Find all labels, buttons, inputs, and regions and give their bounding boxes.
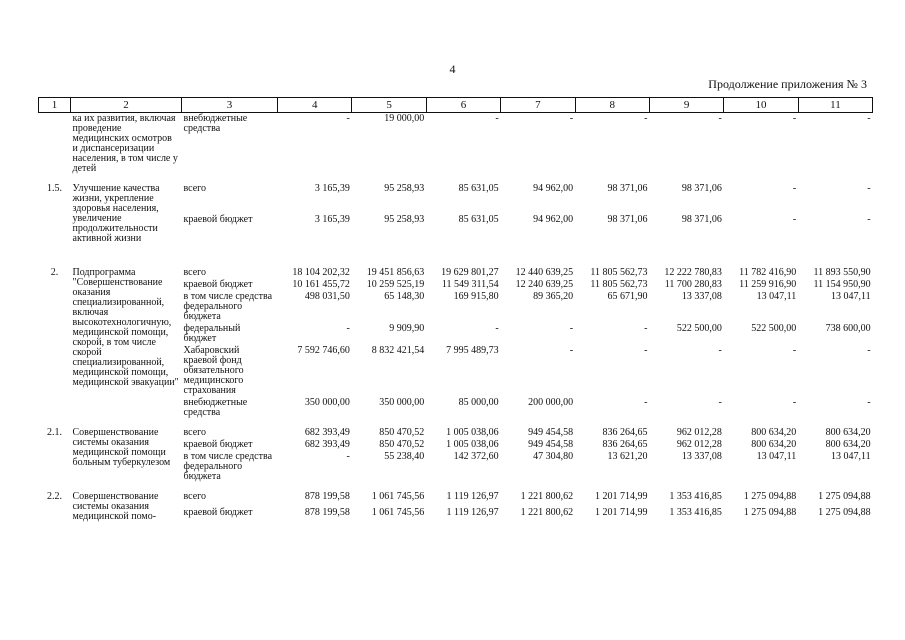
amount-cell: 13 337,08 bbox=[681, 291, 722, 302]
amount-cell: 19 000,00 bbox=[384, 113, 425, 124]
section-name: Совершенствование системы оказания медицинской помощи больным туберкулезом bbox=[72, 427, 171, 468]
amount-cell: 1 005 038,06 bbox=[446, 427, 499, 438]
funding-source: всего bbox=[183, 183, 207, 194]
amount-cell: 1 119 126,97 bbox=[446, 507, 499, 518]
amount-cell: 350 000,00 bbox=[379, 397, 425, 408]
amount-cell: 1 221 800,62 bbox=[520, 491, 574, 502]
amount-cell: 55 238,40 bbox=[384, 451, 425, 462]
amount-cell: 949 454,58 bbox=[528, 427, 574, 438]
funding-source: в том числе средства федерального бюджета bbox=[183, 291, 273, 322]
amount-cell: - bbox=[346, 323, 350, 334]
amount-cell: 200 000,00 bbox=[528, 397, 574, 408]
amount-cell: 95 258,93 bbox=[384, 183, 425, 194]
amount-cell: 522 500,00 bbox=[676, 323, 722, 334]
funding-source: краевой бюджет bbox=[183, 214, 253, 225]
amount-cell: 85 631,05 bbox=[458, 214, 499, 225]
table-body bbox=[39, 113, 873, 524]
amount-cell: - bbox=[867, 397, 871, 408]
amount-cell: 8 832 421,54 bbox=[371, 345, 425, 356]
amount-cell: 13 047,11 bbox=[830, 291, 871, 302]
amount-cell: 682 393,49 bbox=[304, 427, 350, 438]
amount-cell: 1 221 800,62 bbox=[520, 507, 574, 518]
funding-source: всего bbox=[183, 267, 207, 278]
amount-cell: 142 372,60 bbox=[453, 451, 499, 462]
section-index: 2.2. bbox=[47, 491, 62, 502]
amount-cell: 85 631,05 bbox=[458, 183, 499, 194]
table-row bbox=[39, 491, 873, 507]
amount-cell: 19 451 856,63 bbox=[366, 267, 425, 278]
amount-cell: 13 337,08 bbox=[681, 451, 722, 462]
amount-cell: - bbox=[569, 113, 574, 124]
amount-cell: - bbox=[644, 323, 648, 334]
amount-cell: 9 909,90 bbox=[389, 323, 425, 334]
column-number-7: 7 bbox=[501, 98, 575, 113]
section-name: Подпрограмма "Совершенствование оказания специализированной, включая высокотехнологичную, медицинской помощи, скорой, в том числе скорой специализированной, медицинской помощи, медицинской эвакуации" bbox=[72, 267, 179, 388]
amount-cell: 94 962,00 bbox=[533, 214, 574, 225]
table-header bbox=[39, 98, 873, 113]
column-number-6: 6 bbox=[426, 98, 500, 113]
amount-cell: 85 000,00 bbox=[458, 397, 499, 408]
amount-cell: - bbox=[495, 113, 499, 124]
funding-source: федеральный бюджет bbox=[183, 323, 241, 344]
amount-cell: 1 353 416,85 bbox=[669, 491, 722, 502]
section-spacer bbox=[39, 483, 873, 491]
amount-cell: 13 047,11 bbox=[756, 291, 797, 302]
funding-source: краевой бюджет bbox=[183, 279, 253, 290]
column-number-1: 1 bbox=[39, 98, 71, 113]
section-name: ка их развития, включая проведение медицинских осмотров и диспансеризации населения, в том числе у детей bbox=[72, 113, 178, 174]
amount-cell: 94 962,00 bbox=[533, 183, 574, 194]
amount-cell: 98 371,06 bbox=[681, 214, 722, 225]
amount-cell: - bbox=[792, 183, 797, 194]
amount-cell: 98 371,06 bbox=[607, 183, 648, 194]
amount-cell: 3 165,39 bbox=[314, 183, 350, 194]
amount-cell: 800 634,20 bbox=[825, 439, 871, 450]
funding-source: всего bbox=[183, 491, 207, 502]
amount-cell: 7 995 489,73 bbox=[446, 345, 499, 356]
amount-cell: 65 148,30 bbox=[384, 291, 425, 302]
amount-cell: 682 393,49 bbox=[304, 439, 350, 450]
amount-cell: 1 005 038,06 bbox=[446, 439, 499, 450]
amount-cell: 522 500,00 bbox=[751, 323, 797, 334]
amount-cell: 3 165,39 bbox=[314, 214, 350, 225]
amount-cell: 1 275 094,88 bbox=[743, 507, 797, 518]
amount-cell: 10 259 525,19 bbox=[366, 279, 425, 290]
amount-cell: 1 275 094,88 bbox=[818, 491, 871, 502]
amount-cell: 11 805 562,73 bbox=[590, 267, 648, 278]
funding-source: краевой бюджет bbox=[183, 507, 253, 518]
table-row bbox=[39, 267, 873, 279]
amount-cell: 1 061 745,56 bbox=[371, 507, 425, 518]
amount-cell: 949 454,58 bbox=[528, 439, 574, 450]
amount-cell: - bbox=[792, 214, 797, 225]
amount-cell: - bbox=[569, 323, 574, 334]
amount-cell: 350 000,00 bbox=[304, 397, 350, 408]
funding-source: краевой бюджет bbox=[183, 439, 253, 450]
amount-cell: 738 600,00 bbox=[825, 323, 871, 334]
amount-cell: - bbox=[346, 451, 350, 462]
amount-cell: 1 275 094,88 bbox=[743, 491, 797, 502]
amount-cell: 11 154 950,90 bbox=[813, 279, 871, 290]
column-number-3: 3 bbox=[182, 98, 278, 113]
amount-cell: 878 199,58 bbox=[304, 507, 350, 518]
amount-cell: 12 222 780,83 bbox=[664, 267, 722, 278]
amount-cell: - bbox=[644, 397, 648, 408]
table-row bbox=[39, 427, 873, 439]
amount-cell: - bbox=[867, 183, 871, 194]
amount-cell: 11 782 416,90 bbox=[739, 267, 797, 278]
amount-cell: 11 259 916,90 bbox=[739, 279, 797, 290]
amount-cell: 18 104 202,32 bbox=[292, 267, 350, 278]
amount-cell: 11 549 311,54 bbox=[441, 279, 499, 290]
amount-cell: 12 440 639,25 bbox=[515, 267, 574, 278]
column-number-9: 9 bbox=[649, 98, 723, 113]
amount-cell: - bbox=[867, 113, 871, 124]
amount-cell: 800 634,20 bbox=[751, 427, 797, 438]
table-row bbox=[39, 113, 873, 176]
amount-cell: 65 671,90 bbox=[607, 291, 648, 302]
amount-cell: 836 264,65 bbox=[602, 439, 648, 450]
amount-cell: 89 365,20 bbox=[533, 291, 574, 302]
amount-cell: 13 621,20 bbox=[607, 451, 648, 462]
amount-cell: - bbox=[346, 113, 350, 124]
amount-cell: 962 012,28 bbox=[676, 427, 722, 438]
table-row bbox=[39, 183, 873, 214]
section-name: Улучшение качества жизни, укрепление здоровья населения, увеличение продолжительности активной жизни bbox=[72, 183, 160, 244]
amount-cell: 12 240 639,25 bbox=[515, 279, 574, 290]
amount-cell: 7 592 746,60 bbox=[297, 345, 350, 356]
amount-cell: 10 161 455,72 bbox=[292, 279, 350, 290]
section-name: Совершенствование системы оказания медицинской помо- bbox=[72, 491, 159, 522]
funding-source: внебюджетные средства bbox=[183, 113, 248, 134]
section-index: 1.5. bbox=[47, 183, 62, 194]
amount-cell: 498 031,50 bbox=[304, 291, 350, 302]
column-number-11: 11 bbox=[798, 98, 872, 113]
funding-source: внебюджетные средства bbox=[183, 397, 248, 418]
column-number-10: 10 bbox=[724, 98, 798, 113]
funding-source: в том числе средства федерального бюджета bbox=[183, 451, 273, 482]
appendix-table bbox=[38, 97, 873, 523]
amount-cell: 19 629 801,27 bbox=[441, 267, 499, 278]
section-spacer bbox=[39, 175, 873, 183]
section-index bbox=[39, 113, 71, 176]
amount-cell: - bbox=[867, 214, 871, 225]
amount-cell: - bbox=[718, 397, 722, 408]
amount-cell: 98 371,06 bbox=[681, 183, 722, 194]
amount-cell: 878 199,58 bbox=[304, 491, 350, 502]
section-index: 2.1. bbox=[47, 427, 62, 438]
amount-cell: 47 304,80 bbox=[533, 451, 574, 462]
amount-cell: 11 700 280,83 bbox=[664, 279, 722, 290]
funding-source: Хабаровский краевой фонд обязательного медицинского страхования bbox=[183, 345, 244, 396]
funding-source: всего bbox=[183, 427, 207, 438]
amount-cell: 800 634,20 bbox=[825, 427, 871, 438]
column-number-row bbox=[39, 98, 873, 113]
page-number: 4 bbox=[449, 62, 456, 76]
amount-cell: - bbox=[792, 113, 797, 124]
section-spacer bbox=[39, 419, 873, 427]
amount-cell: 1 275 094,88 bbox=[818, 507, 871, 518]
column-number-2: 2 bbox=[71, 98, 182, 113]
amount-cell: 1 061 745,56 bbox=[371, 491, 425, 502]
amount-cell: 11 893 550,90 bbox=[813, 267, 871, 278]
amount-cell: 95 258,93 bbox=[384, 214, 425, 225]
amount-cell: 836 264,65 bbox=[602, 427, 648, 438]
amount-cell: - bbox=[867, 345, 871, 356]
amount-cell: - bbox=[718, 113, 722, 124]
amount-cell: 11 805 562,73 bbox=[590, 279, 648, 290]
section-index: 2. bbox=[50, 267, 59, 278]
amount-cell: 1 201 714,99 bbox=[594, 491, 648, 502]
amount-cell: 800 634,20 bbox=[751, 439, 797, 450]
amount-cell: 1 353 416,85 bbox=[669, 507, 722, 518]
amount-cell: - bbox=[718, 345, 722, 356]
section-spacer bbox=[39, 245, 873, 267]
amount-cell: - bbox=[644, 113, 648, 124]
amount-cell: 1 119 126,97 bbox=[446, 491, 499, 502]
amount-cell: - bbox=[792, 397, 797, 408]
amount-cell: - bbox=[569, 345, 574, 356]
amount-cell: 13 047,11 bbox=[756, 451, 797, 462]
amount-cell: 1 201 714,99 bbox=[594, 507, 648, 518]
amount-cell: 13 047,11 bbox=[830, 451, 871, 462]
amount-cell: 169 915,80 bbox=[453, 291, 499, 302]
appendix-continuation-note: Продолжение приложения № 3 bbox=[708, 77, 867, 91]
amount-cell: 850 470,52 bbox=[379, 427, 425, 438]
amount-cell: - bbox=[792, 345, 797, 356]
amount-cell: 850 470,52 bbox=[379, 439, 425, 450]
amount-cell: 98 371,06 bbox=[607, 214, 648, 225]
column-number-8: 8 bbox=[575, 98, 649, 113]
amount-cell: 962 012,28 bbox=[676, 439, 722, 450]
amount-cell: - bbox=[644, 345, 648, 356]
column-number-5: 5 bbox=[352, 98, 426, 113]
amount-cell: - bbox=[495, 323, 499, 334]
column-number-4: 4 bbox=[278, 98, 352, 113]
